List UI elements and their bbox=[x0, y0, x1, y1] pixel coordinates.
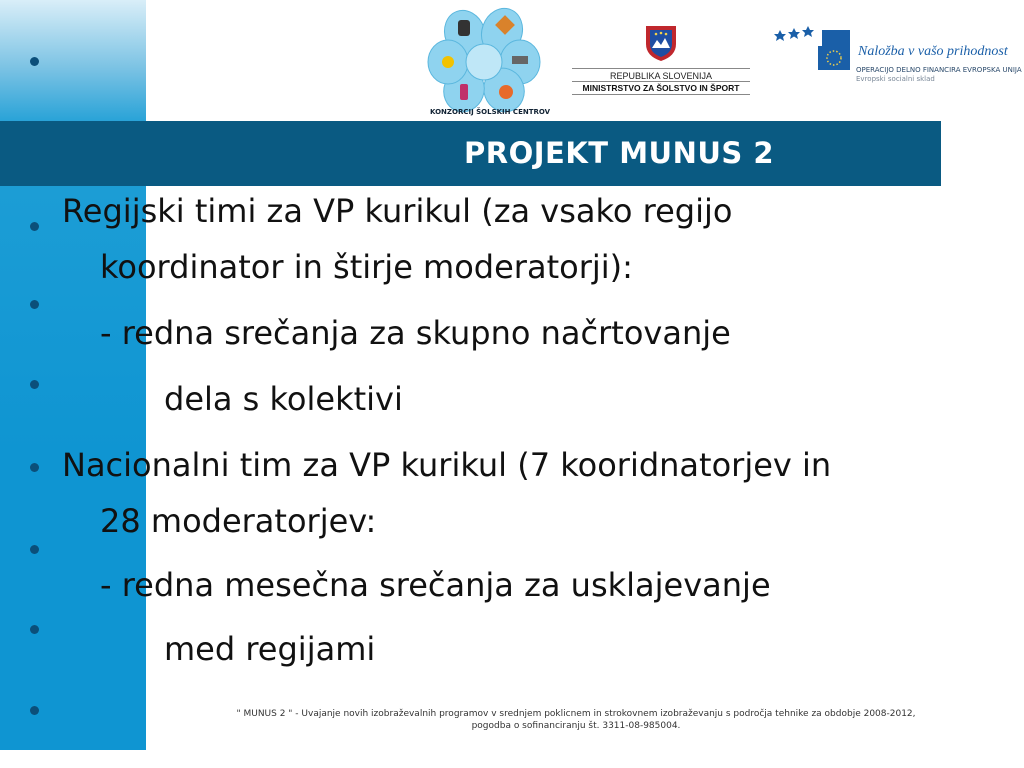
eu-tagline: Naložba v vašo prihodnost bbox=[858, 44, 1008, 59]
sidebar-bullet-dot bbox=[30, 380, 39, 389]
sidebar-bullet-dot bbox=[30, 545, 39, 554]
sub-item-continuation: dela s kolektivi bbox=[164, 380, 403, 418]
gov-logo-line2: MINISTRSTVO ZA ŠOLSTVO IN ŠPORT bbox=[572, 81, 750, 95]
slide-title: PROJEKT MUNUS 2 bbox=[464, 136, 775, 170]
sidebar-bullet-dot bbox=[30, 57, 39, 66]
government-logo bbox=[572, 24, 750, 95]
sub-item-line: - redna srečanja za skupno načrtovanje bbox=[100, 314, 731, 352]
footer-note bbox=[196, 708, 956, 732]
eu-subtitle-1: OPERACIJO DELNO FINANCIRA EVROPSKA UNIJA bbox=[856, 66, 1022, 74]
eu-subtitle-2: Evropski socialni sklad bbox=[856, 75, 935, 83]
left-decorative-sidebar bbox=[0, 0, 146, 750]
gov-logo-line1: REPUBLIKA SLOVENIJA bbox=[572, 68, 750, 81]
sidebar-bullet-dot bbox=[30, 625, 39, 634]
sidebar-bullet-dot bbox=[30, 463, 39, 472]
sidebar-bullet-dot bbox=[30, 222, 39, 231]
sub-item-continuation: med regijami bbox=[164, 630, 376, 668]
sub-item-line: - redna mesečna srečanja za usklajevanje bbox=[100, 566, 771, 604]
consortium-flower-logo bbox=[420, 4, 550, 120]
sidebar-bullet-dot bbox=[30, 706, 39, 715]
bullet-line-continuation: koordinator in štirje moderatorji): bbox=[100, 248, 633, 286]
consortium-logo-caption: KONZORCIJ ŠOLSKIH CENTROV bbox=[430, 108, 551, 116]
bullet-line: Nacionalni tim za VP kurikul (7 kooridnatorjev in bbox=[62, 446, 832, 484]
bullet-line: Regijski timi za VP kurikul (za vsako regijo bbox=[62, 192, 733, 230]
bullet-line-continuation: 28 moderatorjev: bbox=[100, 502, 377, 540]
footer-line-2: pogodba o sofinanciranju št. 3311-08-985004. bbox=[471, 721, 681, 732]
footer-line-1: " MUNUS 2 " - Uvajanje novih izobraževalnih programov v srednjem poklicnem in strokovnem izobraževanju s področja tehnike za obdobje 2008-2012, bbox=[236, 709, 916, 719]
slovenia-coat-of-arms-icon bbox=[644, 24, 678, 62]
sidebar-bullet-dot bbox=[30, 300, 39, 309]
